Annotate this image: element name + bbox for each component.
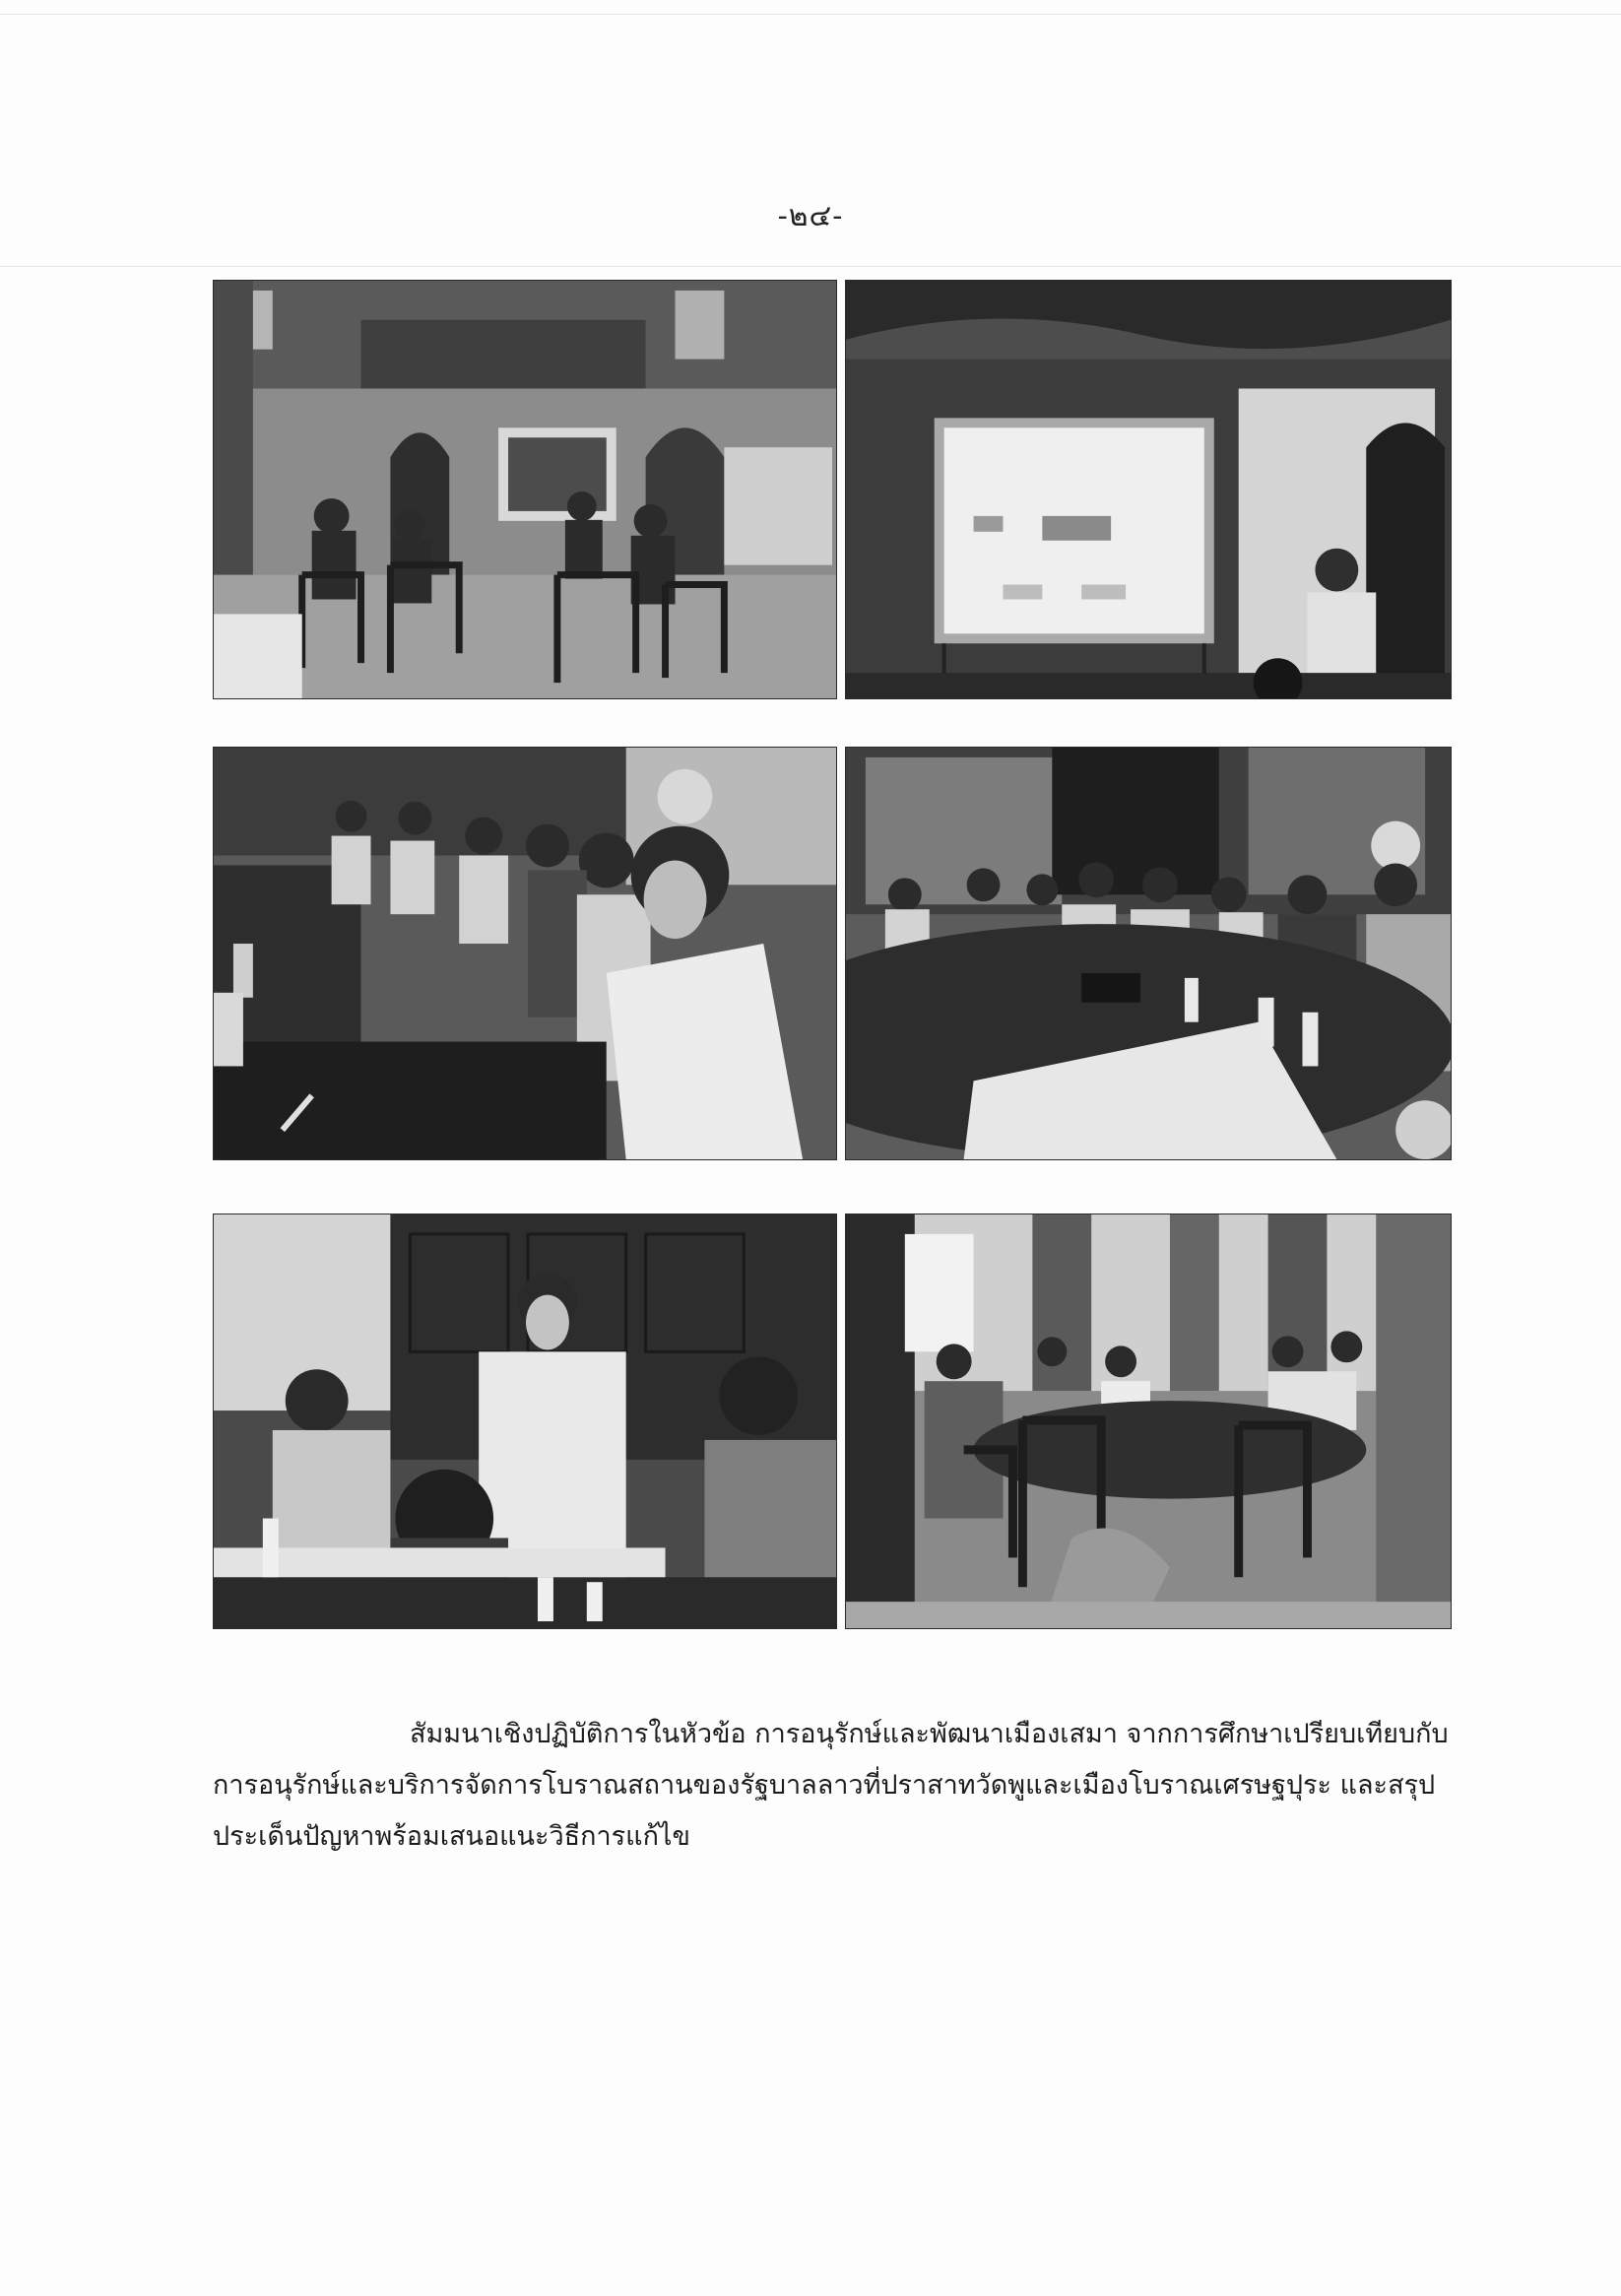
photo-round-table-group [845, 747, 1452, 1160]
photo-presenter-screen [845, 280, 1452, 699]
page-number: -๒๔- [777, 199, 844, 233]
photo-hall-audience [213, 280, 837, 699]
caption-line-3: ประเด็นปัญหาพร้อมเสนอแนะวิธีการแก้ไข [213, 1821, 690, 1852]
caption-line-2: การอนุรักษ์และบริการจัดการโบราณสถานของรัฐบาลลาวที่ปราสาทวัดพูและเมืองโบราณเศรษฐปุระ และสรุป [213, 1770, 1436, 1801]
photo-group-chairs [845, 1214, 1452, 1629]
scan-artifact-line [0, 266, 1621, 267]
photo-caption [213, 1709, 1478, 1863]
caption-line-1: สัมมนาเชิงปฏิบัติการในหัวข้อ การอนุรักษ์และพัฒนาเมืองเสมา จากการศึกษาเปรียบเทียบกับ [410, 1719, 1449, 1749]
scan-edge-line [0, 14, 1621, 15]
photo-discussion-standing [213, 1214, 837, 1629]
photo-participants-seated [213, 747, 837, 1160]
